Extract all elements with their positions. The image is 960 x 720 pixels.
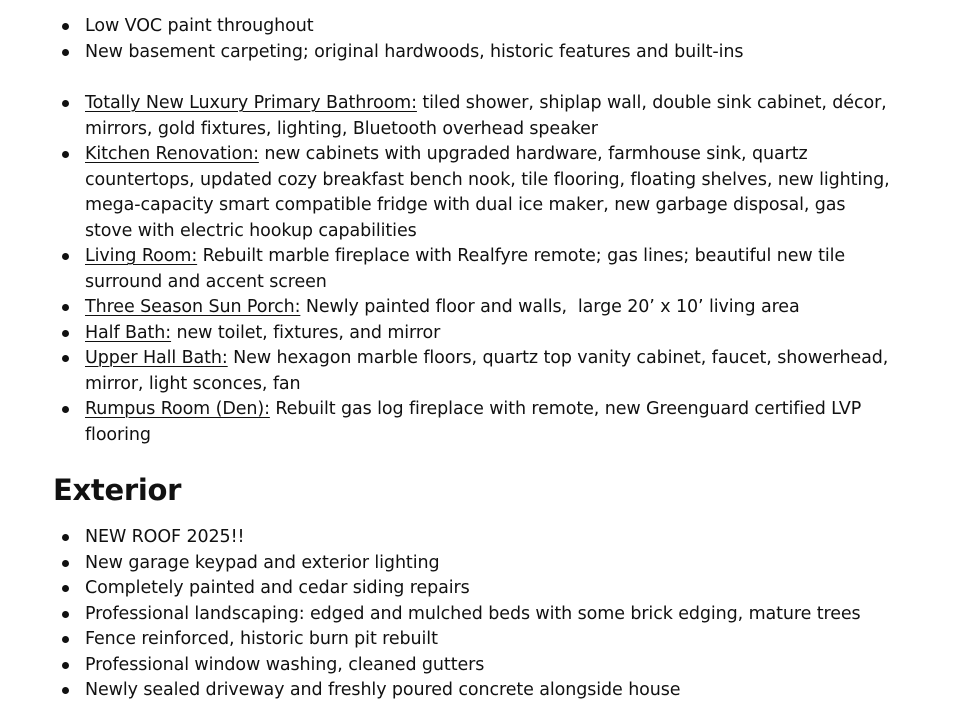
list-item-text: NEW ROOF 2025!!: [85, 527, 245, 547]
room-description: new toilet, fixtures, and mirror: [171, 322, 441, 343]
section-heading-exterior: Exterior: [53, 473, 182, 507]
list-item: [0, 40, 960, 66]
list-item: [0, 14, 960, 40]
list-item-text: New basement carpeting; original hardwoods, historic features and built-ins: [85, 41, 744, 62]
list-item-living-room: [0, 244, 960, 295]
list-item: [0, 602, 960, 628]
list-item-text: Newly sealed driveway and freshly poured concrete alongside house: [85, 680, 681, 700]
room-description: Rebuilt gas log fireplace with remote, new Greenguard certified LVP flooring: [85, 399, 862, 445]
exterior-list: [0, 525, 960, 704]
list-item: [0, 627, 960, 653]
list-item-text: New garage keypad and exterior lighting: [85, 552, 440, 573]
room-label: Half Bath:: [85, 322, 172, 343]
room-label: Upper Hall Bath:: [85, 348, 228, 368]
interior-rooms-list: [0, 91, 960, 448]
room-label: Totally New Luxury Primary Bathroom:: [85, 93, 417, 113]
list-item: [0, 678, 960, 704]
room-description: Rebuilt marble fireplace with Realfyre remote; gas lines; beautiful new tile surround and accent screen: [85, 246, 846, 292]
room-label: Living Room:: [85, 246, 198, 266]
room-label: Rumpus Room (Den):: [85, 399, 270, 419]
list-item-primary-bathroom: [0, 91, 960, 142]
interior-basics-list: [0, 14, 960, 65]
room-label: Kitchen Renovation:: [85, 144, 259, 164]
room-label: Three Season Sun Porch:: [85, 297, 301, 317]
list-item: [0, 576, 960, 602]
list-item-text: Fence reinforced, historic burn pit rebuilt: [85, 629, 438, 649]
room-description: New hexagon marble floors, quartz top vanity cabinet, faucet, showerhead, mirror, light sconces, fan: [85, 348, 889, 394]
list-item-kitchen: [0, 142, 960, 244]
room-description: new cabinets with upgraded hardware, farmhouse sink, quartz countertops, updated cozy breakfast bench nook, tile flooring, floating shelves, new lighting, mega-capacity smart compatible fridge with dual ice maker, new garbage disposal, gas stove with electric hookup capabilities: [85, 144, 890, 241]
list-item: [0, 525, 960, 551]
list-item-upper-hall-bath: [0, 346, 960, 397]
list-item: [0, 653, 960, 679]
list-item-sun-porch: [0, 295, 960, 321]
room-description: tiled shower, shiplap wall, double sink cabinet, décor, mirrors, gold fixtures, lighting, Bluetooth overhead speaker: [85, 93, 887, 139]
list-item-rumpus-room: [0, 397, 960, 448]
list-item-text: Professional landscaping: edged and mulched beds with some brick edging, mature trees: [85, 603, 861, 624]
list-item-text: Professional window washing, cleaned gutters: [85, 654, 485, 675]
room-description: Newly painted floor and walls, large 20’ x 10’ living area: [300, 297, 800, 317]
list-item-half-bath: [0, 321, 960, 347]
list-item: [0, 551, 960, 577]
list-item-text: Low VOC paint throughout: [85, 16, 314, 36]
list-item-text: Completely painted and cedar siding repairs: [85, 578, 470, 598]
